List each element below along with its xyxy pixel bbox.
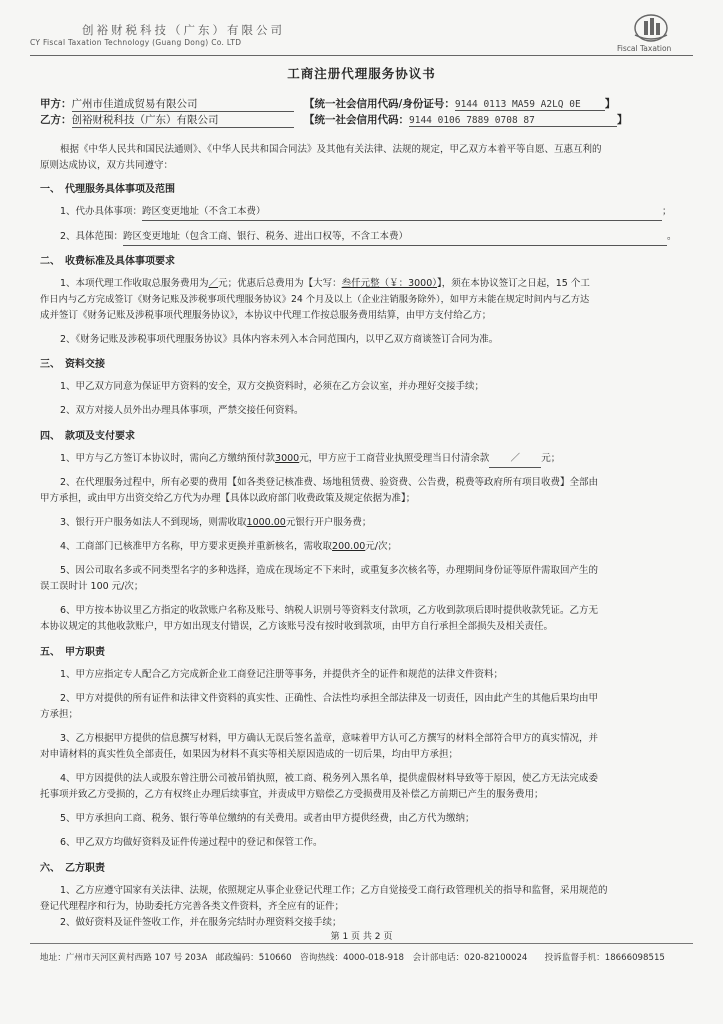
- section-3-heading: 三、 资料交接: [40, 359, 105, 370]
- party-b-label: 乙方：: [40, 114, 72, 126]
- s5-item-1: 1、甲方应指定专人配合乙方完成新企业工商登记注册等事务，并提供齐全的证件和规范的法律文件资料；: [60, 669, 504, 680]
- fiscal-taxation-logo-icon: [627, 13, 675, 43]
- intro-line-1: 根据《中华人民共和国民法通则》、《中华人民共和国合同法》及其他有关法律、法规的规定，甲乙双方本着平等自愿、互惠互利的: [60, 144, 602, 155]
- s3-item-1: 1、甲乙双方同意为保证甲方资料的安全，双方交换资料时，必须在乙方会议室，并办理好交接手续；: [60, 381, 485, 392]
- s4-item-6-line-1: 6、甲方按本协议里乙方指定的收款账户名称及账号、纳税人识别号等资料支付款项，乙方收到款项后即时提供收款凭证。乙方无: [60, 605, 599, 616]
- s5-item-3-line-1: 3、乙方根据甲方提供的信息撰写材料，甲方确认无误后签名盖章，意味着甲方认可乙方撰写的材料全部符合甲方的真实情况，并: [60, 733, 599, 744]
- section-5-heading: 五、 甲方职责: [40, 647, 105, 658]
- s2-item-2: 2、《财务记账及涉税事项代理服务协议》具体内容未列入本合同范围内，以甲乙双方商谈签订合同为准。: [60, 334, 499, 345]
- s4-rename-fee: 200.00: [332, 541, 366, 552]
- s1-item-1-label: 1、代办具体事项：: [60, 206, 143, 217]
- s1-item-1-value: 跨区变更地址（不含工本费）: [142, 204, 662, 221]
- header-divider: [30, 55, 693, 56]
- s4-item-1-a: 1、甲方与乙方签订本协议时，需向乙方缴纳预付款: [60, 453, 276, 464]
- s1-item-2-value: 跨区变更地址（包含工商、银行、税务、进出口权等，不含工本费）: [123, 229, 667, 246]
- s4-item-1-c: 元；: [541, 453, 561, 464]
- s4-item-4-a: 4、工商部门已核准甲方名称，甲方要求更换并重新核名，需收取: [60, 541, 333, 552]
- s4-prepay: 3000: [275, 453, 300, 464]
- s4-item-5-line-2: 误工误时计 100 元/次；: [40, 581, 144, 592]
- party-a-id-close: 】: [604, 98, 616, 110]
- s4-item-5-line-1: 5、因公司取名多或不同类型名字的多种选择，造成在现场定不下来时，或重复多次核名等，办理期间身份证等原件需取回产生的: [60, 565, 599, 576]
- footer-divider: [30, 943, 693, 944]
- s2-text-c: 】，须在本协议签订之日起，15 个工: [437, 278, 590, 289]
- s4-item-3: [60, 515, 371, 531]
- s2-text-b: 元；优惠后总费用为【大写：: [218, 278, 342, 289]
- footer-address: 地址：广州市天河区黄村西路 107 号 203A 邮政编码：510660 咨询热线：4000-018-918 会计部电话：020-82100024 投诉监督手机：18666098515: [40, 953, 665, 963]
- company-name-cn: 创裕财税科技（广东）有限公司: [82, 23, 285, 37]
- s4-item-4-b: 元/次；: [365, 541, 397, 552]
- s1-item-1: [60, 204, 672, 221]
- section-2-heading: 二、 收费标准及具体事项要求: [40, 256, 175, 267]
- company-name-en: CY Fiscal Taxation Technology (Guang Dong) Co. LTD: [30, 38, 242, 47]
- s1-item-2: [60, 229, 677, 246]
- party-b-name: 创裕财税科技（广东）有限公司: [72, 112, 294, 128]
- s1-item-1-end: ；: [662, 206, 672, 217]
- party-a-label: 甲方：: [40, 98, 72, 110]
- s4-item-3-a: 3、银行开户服务如法人不到现场，则需收取: [60, 517, 247, 528]
- s4-item-2-line-1: 2、在代理服务过程中，所有必要的费用【如各类登记核准费、场地租赁费、验资费、公告费，税费等政府所有项目收费】全部由: [60, 477, 599, 488]
- s2-item-1-line-3: 成并签订《财务记账及涉税事项代理服务协议》，本协议中代理工作按总服务费用结算，由甲方支付给乙方；: [40, 310, 492, 321]
- s3-item-2: 2、双方对接人员外出办理具体事项，严禁交接任何资料。: [60, 405, 304, 416]
- s1-item-2-label: 2、具体范围：: [60, 231, 124, 242]
- s2-fee: ／: [208, 278, 219, 289]
- s4-item-4: [60, 539, 397, 555]
- party-b-id-value: 9144 0106 7889 0708 87: [409, 115, 617, 127]
- s5-item-4-line-2: 托事项并致乙方受损的，乙方有权终止办理后续事宜，并责成甲方赔偿乙方受损费用及补偿乙方前期已产生的服务费用；: [40, 789, 544, 800]
- section-1-heading: 一、 代理服务具体事项及范围: [40, 184, 175, 195]
- document-title: 工商注册代理服务协议书: [287, 66, 436, 81]
- s2-item-1-line-2: 作日内与乙方完成签订《财务记账及涉税事项代理服务协议》24 个月及以上（企业注销服务除外），如甲方未能在规定时间内与乙方达: [40, 294, 590, 305]
- s4-bank-fee: 1000.00: [246, 517, 286, 528]
- party-a-name: 广州市佳道成贸易有限公司: [72, 96, 294, 112]
- logo-text: Fiscal Taxation: [617, 44, 672, 53]
- party-b-row: [40, 112, 294, 128]
- s6-item-1-line-2: 登记代理程序和行为，协助委托方完善各类文件资料，齐全应有的证件；: [40, 901, 345, 912]
- s2-item-1-line-1: [60, 276, 590, 292]
- intro-line-2: 原则达成协议，双方共同遵守：: [40, 160, 174, 171]
- s2-total: 叁仟元整（￥：3000）: [341, 278, 438, 289]
- s6-item-1-line-1: 1、乙方应遵守国家有关法律、法规，依照规定从事企业登记代理工作；乙方自觉接受工商行政管理机关的指导和监督，采用规范的: [60, 885, 608, 896]
- s4-item-2-line-2: 甲方承担，或由甲方出资交给乙方代为办理【具体以政府部门收费政策及规定依据为准】；: [40, 493, 416, 504]
- party-a-row: [40, 96, 294, 112]
- s5-item-6: 6、甲乙双方均做好资料及证件传递过程中的登记和保管工作。: [60, 837, 323, 848]
- party-a-id-label: 【统一社会信用代码/身份证号：: [304, 98, 455, 110]
- s5-item-4-line-1: 4、甲方因提供的法人或股东曾注册公司被吊销执照，被工商、税务列入黑名单，提供虚假材料导致等于原因，使乙方无法完成委: [60, 773, 599, 784]
- section-4-heading: 四、 款项及支付要求: [40, 431, 135, 442]
- s4-item-1-b: 元，甲方应于工商营业执照受理当日付清余款: [299, 453, 490, 464]
- party-b-id-close: 】: [617, 114, 628, 126]
- s5-item-2-line-2: 方承担；: [40, 709, 79, 720]
- s2-text-a: 1、本项代理工作收取总服务费用为: [60, 278, 209, 289]
- party-a-id-value: 9144 0113 MA59 A2LQ 0E: [455, 99, 605, 111]
- s4-item-3-b: 元银行开户服务费；: [285, 517, 372, 528]
- s1-item-2-end: 。: [667, 231, 677, 242]
- s6-item-2: 2、做好资料及证件签收工作，并在服务完结时办理资料交接手续；: [60, 917, 342, 928]
- s4-item-1: [60, 451, 560, 468]
- s5-item-2-line-1: 2、甲方对提供的所有证件和法律文件资料的真实性、正确性、合法性均承担全部法律及一切责任，因由此产生的其他后果均由甲: [60, 693, 599, 704]
- s4-balance: ／: [489, 451, 541, 468]
- party-b-id-label: 【统一社会信用代码：: [304, 114, 409, 126]
- party-b-id-row: [304, 112, 628, 127]
- s4-item-6-line-2: 本协议规定的其他收款账户，甲方如出现支付错误，乙方该账号没有按时收到款项，由甲方自行承担全部损失及相关责任。: [40, 621, 554, 632]
- s5-item-5: 5、甲方承担向工商、税务、银行等单位缴纳的有关费用。或者由甲方提供经费，由乙方代为缴纳；: [60, 813, 475, 824]
- party-a-id-row: [304, 96, 615, 111]
- s5-item-3-line-2: 对申请材料的真实性负全部责任，如果因为材料不真实等相关原因造成的一切后果，均由甲方承担；: [40, 749, 459, 760]
- section-6-heading: 六、 乙方职责: [40, 863, 105, 874]
- page-number: 第 1 页 共 2 页: [330, 932, 393, 942]
